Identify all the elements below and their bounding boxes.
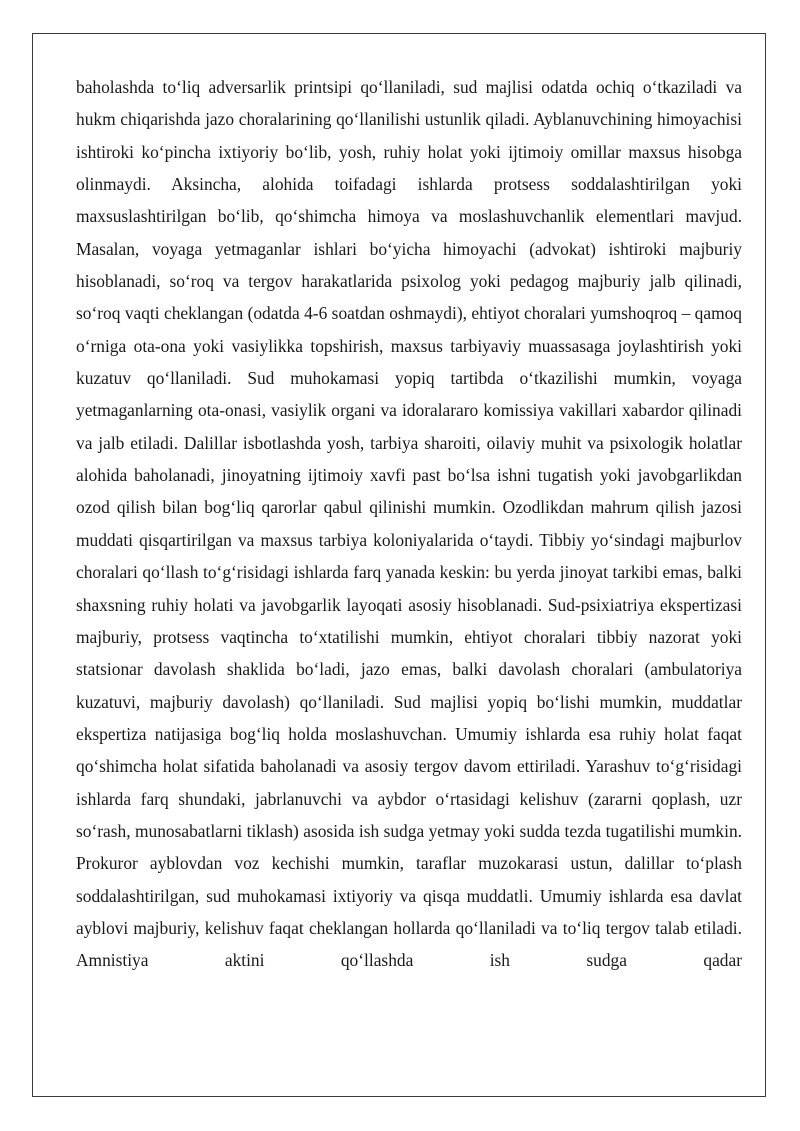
body-paragraph: baholashda to‘liq adversarlik printsipi qo‘llaniladi, sud majlisi odatda ochiq o‘tkaziladi va hukm chiqarishda jazo choralarining qo‘llanilishi ustunlik qiladi. Ayblanuvchining himoyachisi ishtiroki ko‘pincha ixtiyoriy bo‘lib, yosh, ruhiy holat yoki ijtimoiy omillar maxsus hisobga olinmaydi. Aksincha, alohida toifadagi ishlarda protsess soddalashtirilgan yoki maxsuslashtirilgan bo‘lib, qo‘shimcha himoya va moslashuvchanlik elementlari mavjud. Masalan, voyaga yetmaganlar ishlari bo‘yicha himoyachi (advokat) ishtiroki majburiy hisoblanadi, so‘roq va tergov harakatlarida psixolog yoki pedagog majburiy jalb qilinadi, so‘roq vaqti cheklangan (odatda 4-6 soatdan oshmaydi), ehtiyot choralari yumshoqroq – qamoq o‘rniga ota-ona yoki vasiylikka topshirish, maxsus tarbiyaviy muassasaga joylashtirish yoki kuzatuv qo‘llaniladi. Sud muhokamasi yopiq tartibda o‘tkazilishi mumkin, voyaga yetmaganlarning ota-onasi, vasiylik organi va idoralararo komissiya vakillari xabardor qilinadi va jalb etiladi. Dalillar isbotlashda yosh, tarbiya sharoiti, oilaviy muhit va psixologik holatlar alohida baholanadi, jinoyatning ijtimoiy xavfi past bo‘lsa ishni tugatish yoki javobgarlikdan ozod qilish bilan bog‘liq qarorlar qabul qilinishi mumkin. Ozodlikdan mahrum qilish jazosi muddati qisqartirilgan va maxsus tarbiya koloniyalarida o‘taydi. Tibbiy yo‘sindagi majburlov choralari qo‘llash to‘g‘risidagi ishlarda farq yanada keskin: bu yerda jinoyat tarkibi emas, balki shaxsning ruhiy holati va javobgarlik layoqati asosiy hisoblanadi. Sud-psixiatriya ekspertizasi majburiy, protsess vaqtincha to‘xtatilishi mumkin, ehtiyot choralari tibbiy nazorat yoki statsionar davolash shaklida bo‘ladi, jazo emas, balki davolash choralari (ambulatoriya kuzatuvi, majburiy davolash) qo‘llaniladi. Sud majlisi yopiq bo‘lishi mumkin, muddatlar ekspertiza natijasiga bog‘liq holda moslashuvchan. Umumiy ishlarda esa ruhiy holat faqat qo‘shimcha holat sifatida baholanadi va asosiy tergov davom ettiriladi. Yarashuv to‘g‘risidagi ishlarda farq shundaki, jabrlanuvchi va aybdor o‘rtasidagi kelishuv (zararni qoplash, uzr so‘rash, munosabatlarni tiklash) asosida ish sudga yetmay yoki sudda tezda tugatilishi mumkin. Prokuror ayblovdan voz kechishi mumkin, taraflar muzokarasi ustun, dalillar to‘plash soddalashtirilgan, sud muhokamasi ixtiyoriy va qisqa muddatli. Umumiy ishlarda esa davlat ayblovi majburiy, kelishuv faqat cheklangan hollarda qo‘llaniladi va to‘liq tergov talab etiladi. Amnistiya aktini qo‘llashda ish sudga qadar bbox=[76, 77, 742, 971]
